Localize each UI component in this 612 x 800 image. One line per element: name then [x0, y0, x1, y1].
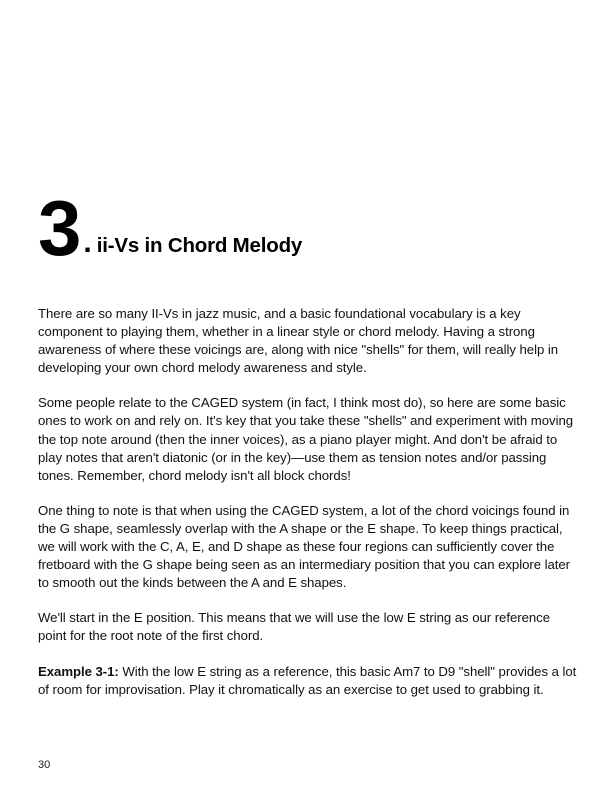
example-caption: [38, 663, 578, 699]
paragraph-caged-overlap: One thing to note is that when using the CAGED system, a lot of the chord voicings found in the G shape, seamlessly overlap with the A shape or the E shape. To keep things practical, we will work with the C, A, E, and D shape as these four regions can sufficiently cover the fretboard with the G shape being seen as an intermediary position that you can explore later to smooth out the kinds between the A and E shapes.: [38, 502, 571, 591]
page-number: 30: [38, 759, 51, 771]
paragraph-intro: There are so many II-Vs in jazz music, and a basic foundational vocabulary is a key component to playing them, whether in a linear style or chord melody. Having a strong awareness of where these voicings are, along with nice "shells" for them, will really help in developing your own chord melody awareness and style.: [38, 306, 559, 376]
paragraph-e-position: We'll start in the E position. This means that we will use the low E string as our reference point for the root note of the first chord.: [38, 610, 550, 644]
example-description: With the low E string as a reference, this basic Am7 to D9 "shell" provides a lot of room for improvisation. Play it chromatically as an exercise to get used to grabbing it.: [38, 663, 577, 697]
page-title: ii-Vs in Chord Melody: [96, 234, 303, 258]
chapter-heading: [38, 184, 303, 272]
chapter-separator-dot: .: [83, 225, 92, 259]
paragraph-caged-basics: Some people relate to the CAGED system (in fact, I think most do), so here are some basic ones to work on and rely on. It's key that you take these "shells" and experiment with moving the top note around (then the inner voices), as a piano player might. And don't be afraid to play notes that aren't diatonic (or in the key)—use them as tension notes and/or passing tones. Remember, chord melody isn't all block chords!: [38, 395, 574, 483]
chapter-number: 3: [38, 184, 80, 272]
body-text-column: [38, 305, 578, 699]
example-label: Example 3-1:: [38, 663, 119, 679]
